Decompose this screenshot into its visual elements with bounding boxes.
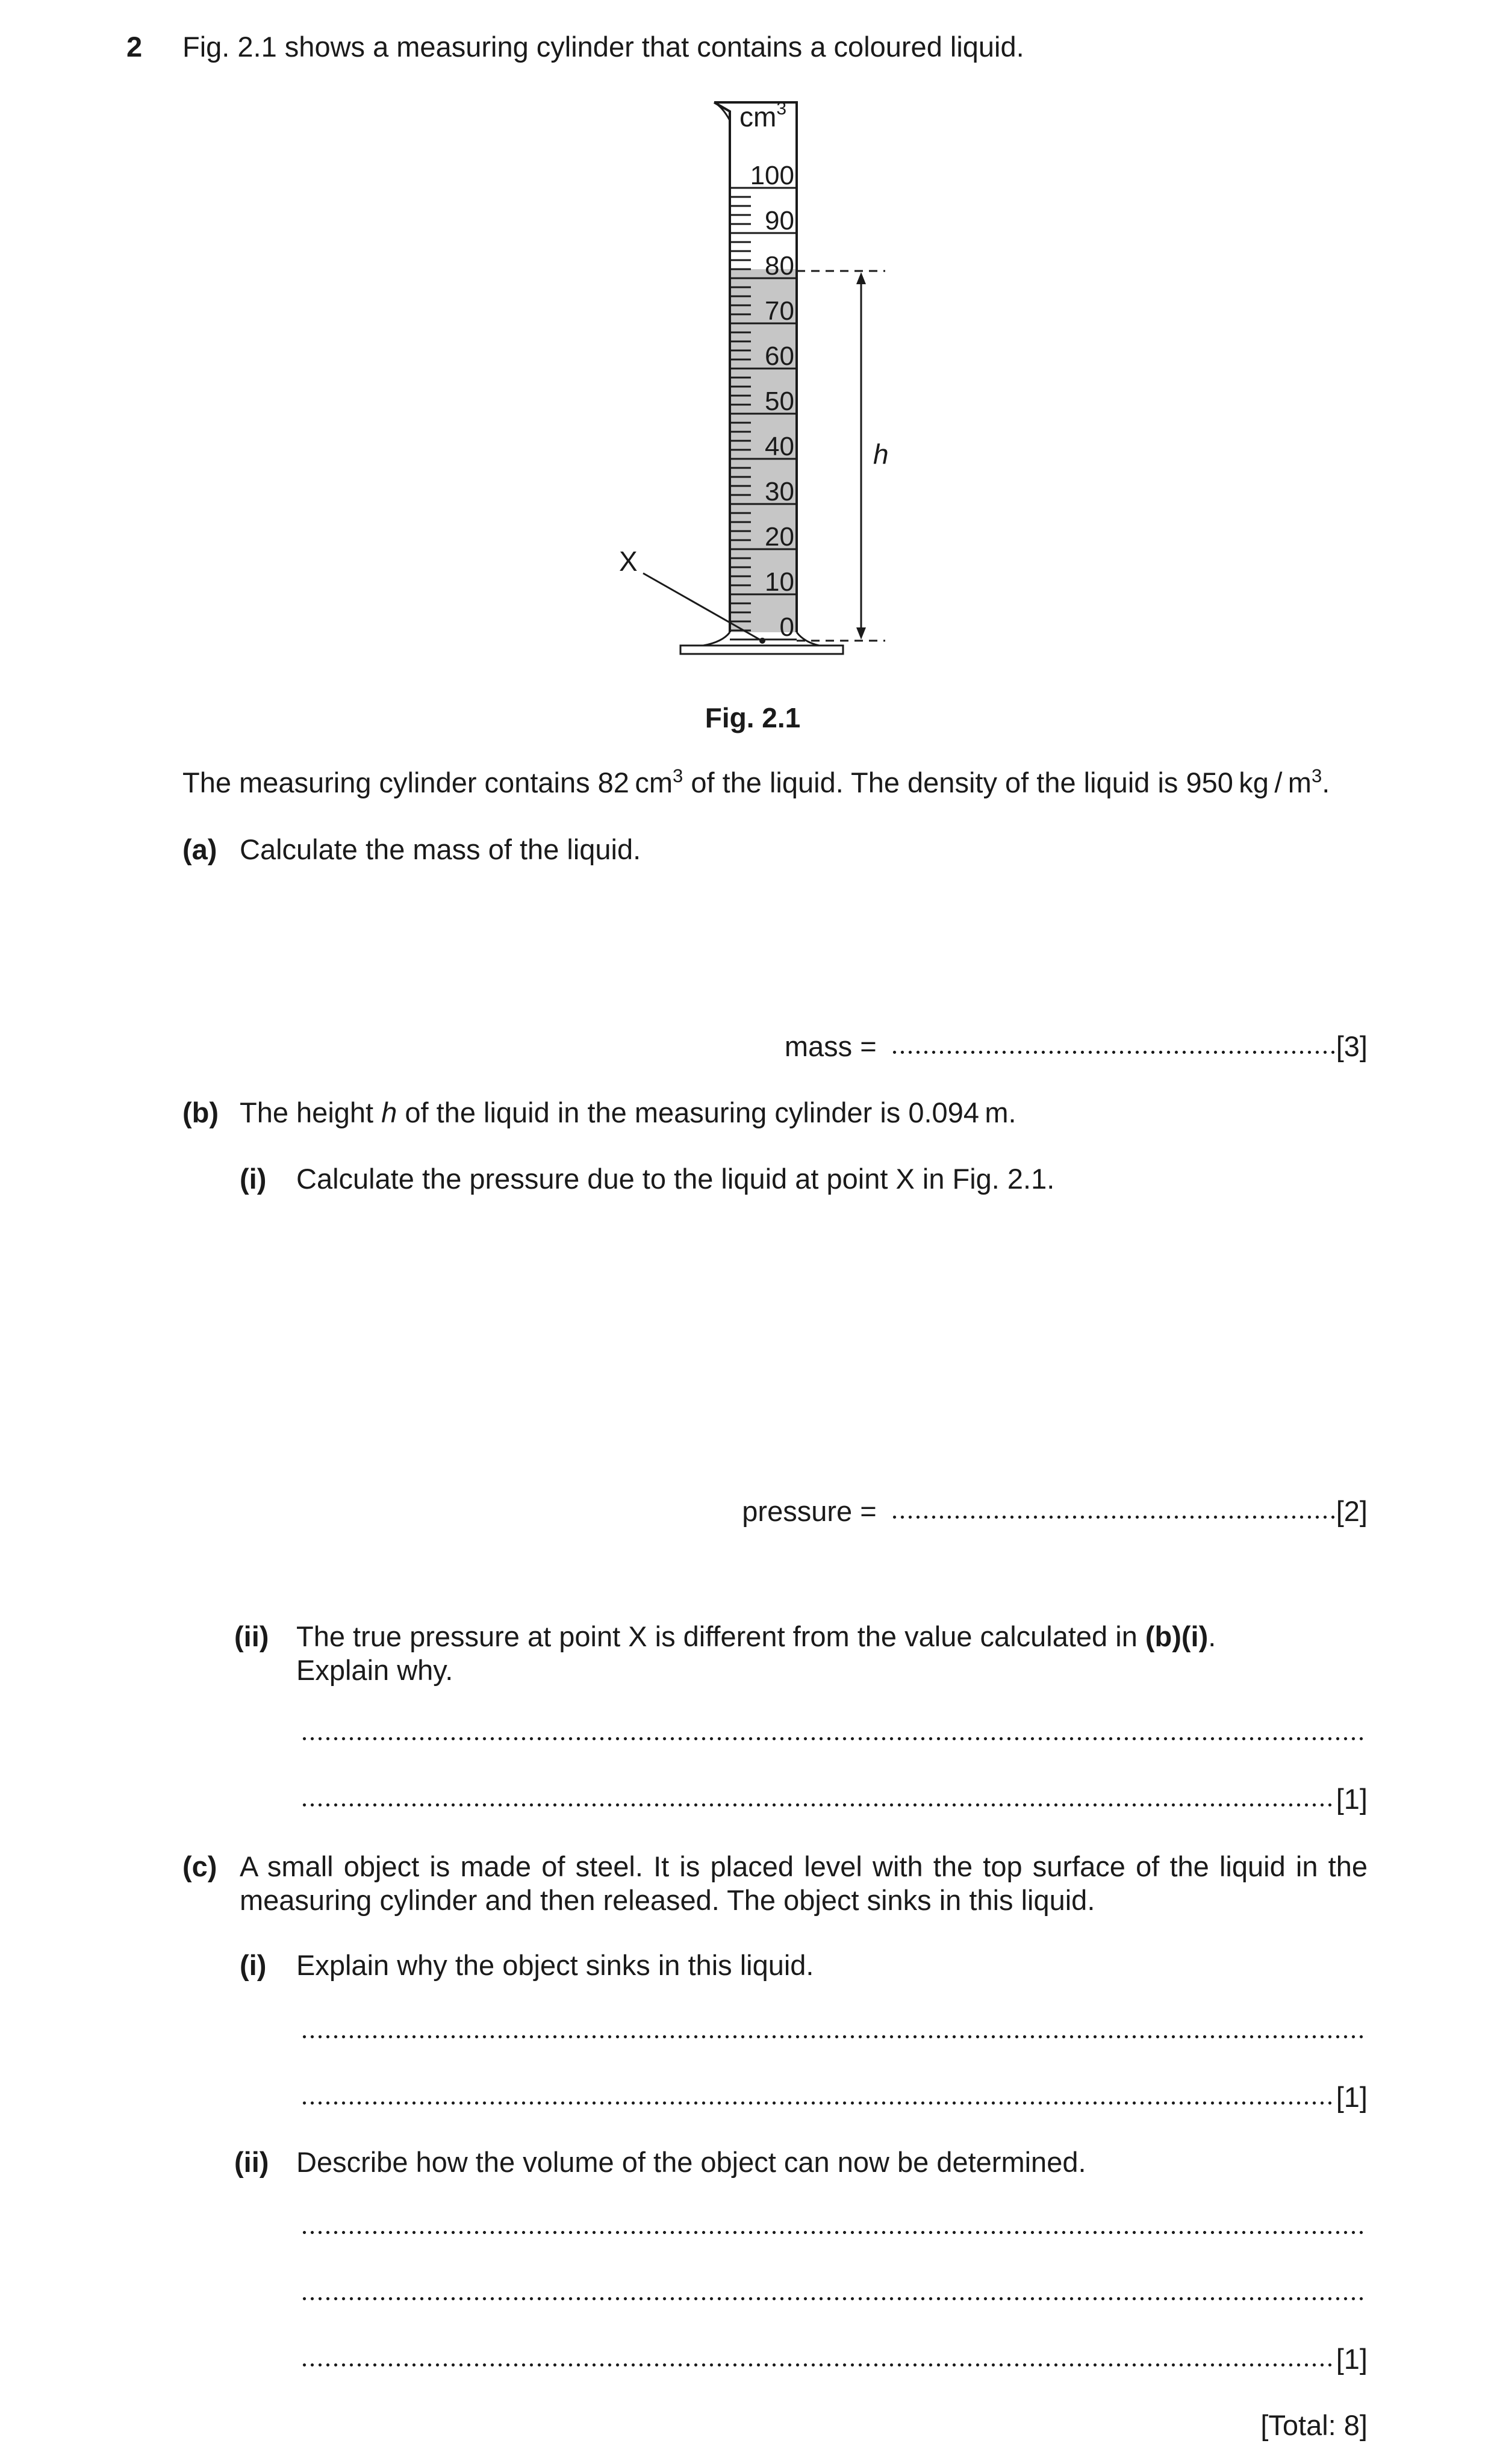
part-b-i-text: Calculate the pressure due to the liquid at point X in Fig. 2.1.	[296, 1163, 1055, 1195]
part-c-ii-answer-line-2[interactable]	[300, 2276, 1368, 2310]
dotted-line	[300, 1784, 1336, 1809]
part-b-ii-answer-line-2[interactable]	[300, 1782, 1368, 1816]
part-c-i-text: Explain why the object sinks in this liquid.	[296, 1949, 814, 1981]
scale-label: 80	[765, 251, 794, 281]
pressure-answer-field[interactable]	[891, 1496, 1336, 1521]
dotted-line	[300, 2015, 1368, 2041]
pressure-marks: [2]	[1336, 1495, 1368, 1527]
part-b-text	[240, 1096, 1016, 1130]
part-c-i-marks: [1]	[1336, 2081, 1368, 2113]
stem-text-part1: The measuring cylinder contains 82 cm	[182, 767, 673, 798]
question-intro: Fig. 2.1 shows a measuring cylinder that contains a coloured liquid.	[182, 31, 1024, 63]
part-b-ii-text-pre: The true pressure at point X is different from the value calculated in	[296, 1620, 1145, 1652]
part-b-text-pre: The height	[240, 1097, 382, 1128]
base-plate	[680, 646, 843, 654]
figure-caption: Fig. 2.1	[705, 702, 801, 733]
part-b-ii-text	[296, 1620, 1216, 1654]
part-c-ii-answer-line-3[interactable]	[300, 2342, 1368, 2376]
stem-exponent-1: 3	[673, 765, 683, 786]
part-c-text-line2: measuring cylinder and then released. The object sinks in this liquid.	[240, 1884, 1095, 1916]
pressure-label: pressure =	[742, 1495, 877, 1527]
part-b-ii-reference: (b)(i)	[1145, 1620, 1209, 1652]
part-b-variable-h: h	[381, 1097, 397, 1128]
part-b-text-post: of the liquid in the measuring cylinder is 0.094 m.	[397, 1097, 1016, 1128]
part-b-ii-text-post: .	[1208, 1620, 1216, 1652]
stem-exponent-2: 3	[1311, 765, 1322, 786]
mass-answer-field[interactable]	[891, 1031, 1336, 1056]
part-a-label: (a)	[182, 833, 217, 865]
part-b-ii-label: (ii)	[234, 1620, 269, 1652]
part-c-ii-label: (ii)	[234, 2146, 269, 2178]
dotted-line	[300, 2344, 1336, 2369]
part-c-ii-answer-line-1[interactable]	[300, 2210, 1368, 2244]
point-x-label: X	[619, 546, 638, 577]
mass-answer-line	[785, 1030, 1368, 1063]
part-b-ii-marks: [1]	[1336, 1783, 1368, 1815]
scale-label: 60	[765, 341, 794, 371]
part-c-i-answer-line-1[interactable]	[300, 2014, 1368, 2048]
part-a-text: Calculate the mass of the liquid.	[240, 833, 641, 865]
question-number: 2	[126, 31, 143, 63]
scale-label: 40	[765, 432, 794, 461]
dotted-line	[300, 2277, 1368, 2303]
stem-text	[182, 766, 1330, 800]
part-b-label: (b)	[182, 1097, 219, 1128]
mass-label: mass =	[784, 1030, 877, 1062]
scale-label: 20	[765, 522, 794, 552]
dotted-line	[300, 2211, 1368, 2236]
figure-measuring-cylinder	[0, 0, 1494, 733]
total-marks: [Total: 8]	[1260, 2409, 1368, 2441]
part-c-i-label: (i)	[240, 1949, 267, 1981]
part-b-i-label: (i)	[240, 1163, 267, 1195]
dotted-line	[300, 2082, 1336, 2107]
part-c-label: (c)	[182, 1850, 217, 1882]
dotted-line	[300, 1717, 1368, 1743]
point-x-dot	[759, 638, 765, 644]
scale-label: 50	[765, 387, 794, 416]
part-c-i-answer-line-2[interactable]	[300, 2080, 1368, 2114]
height-arrow-head-bottom	[856, 627, 866, 639]
part-b-ii-answer-line-1[interactable]	[300, 1716, 1368, 1750]
part-c-ii-text: Describe how the volume of the object can now be determined.	[296, 2146, 1086, 2178]
scale-label: 10	[765, 567, 794, 597]
unit-label: $cm^3$	[739, 99, 787, 132]
scale-label: 90	[765, 206, 794, 235]
scale-label: 100	[750, 161, 794, 190]
part-c-ii-marks: [1]	[1336, 2343, 1368, 2375]
part-b-ii-text-line2: Explain why.	[296, 1654, 453, 1686]
scale-label: 70	[765, 296, 794, 326]
stem-text-part3: .	[1322, 767, 1330, 798]
height-arrow-head-top	[856, 272, 866, 284]
mass-marks: [3]	[1336, 1030, 1368, 1062]
height-label: h	[873, 438, 889, 470]
scale-label: 0	[779, 612, 794, 642]
stem-text-part2: of the liquid. The density of the liquid is 950 kg / m	[683, 767, 1312, 798]
part-c-text-line1: A small object is made of steel. It is placed level with the top surface of the liquid in the	[240, 1850, 1368, 1882]
scale-label: 30	[765, 477, 794, 506]
pressure-answer-line	[742, 1495, 1368, 1528]
